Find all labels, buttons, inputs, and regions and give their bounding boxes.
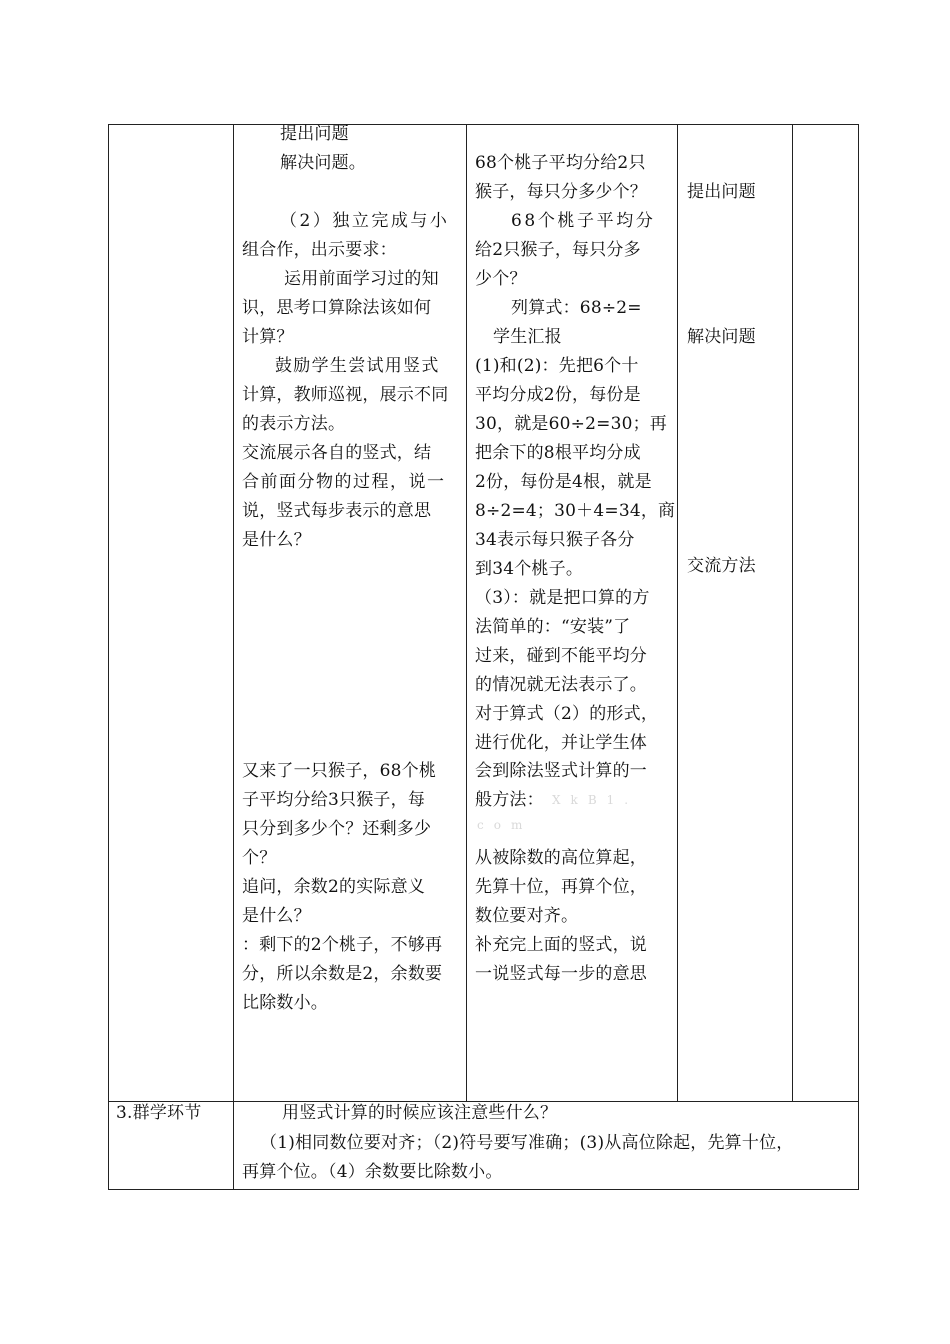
column-divider-4 — [792, 124, 793, 1102]
col-b-line: 30，就是60÷2=30；再 — [475, 414, 667, 434]
col-a-line: 计算？ — [242, 327, 294, 347]
col-a-line: 子平均分给3只猴子，每 — [242, 790, 426, 810]
table-border-left — [108, 124, 109, 1190]
column-divider-1 — [233, 124, 234, 1190]
col-b-line: 68个桃子平均分给2只 — [475, 153, 646, 173]
col-b-line: 般方法： — [475, 790, 544, 810]
col-a-line: 解决问题。 — [280, 153, 366, 173]
section-text-line: 再算个位。（4）余数要比除数小。 — [242, 1162, 503, 1182]
col-a-line: 识，思考口算除法该如何 — [242, 298, 432, 318]
col-b-line: 先算十位，再算个位， — [475, 877, 647, 897]
col-a-line: 运用前面学习过的知 — [284, 269, 439, 289]
col-a-line: 鼓励学生尝试用竖式 — [275, 356, 440, 376]
table-border-bottom — [108, 1189, 859, 1190]
table-border-top — [108, 124, 859, 125]
col-a-line: 追问，余数2的实际意义 — [242, 877, 426, 897]
col-c-line: 交流方法 — [687, 556, 756, 576]
col-a-line: 组合作，出示要求： — [242, 240, 397, 260]
col-a-line: 又来了一只猴子，68个桃 — [242, 761, 437, 781]
col-b-line: 法简单的：“安装”了 — [475, 617, 631, 637]
section-label: 3.群学环节 — [116, 1103, 202, 1123]
col-a-line: 提出问题 — [280, 124, 349, 144]
col-b-line: 过来，碰到不能平均分 — [475, 646, 647, 666]
col-b-line: 一说竖式每一步的意思 — [475, 964, 647, 984]
col-a-line: 合前面分物的过程，说一 — [242, 472, 446, 492]
col-c-line: 提出问题 — [687, 182, 756, 202]
col-b-line: 的情况就无法表示了。 — [475, 675, 647, 695]
section-text-line: （1)相同数位要对齐；（2)符号要写准确；(3)从高位除起，先算十位， — [260, 1133, 794, 1153]
col-b-line: 列算式：68÷2= — [511, 298, 642, 318]
col-b-line: 给2只猴子，每只分多 — [475, 240, 641, 260]
col-a-line: 分，所以余数是2，余数要 — [242, 964, 443, 984]
col-b-line: 会到除法竖式计算的一 — [475, 761, 647, 781]
col-a-line: 的表示方法。 — [242, 414, 346, 434]
col-b-line: 2份，每份是4根，就是 — [475, 472, 652, 492]
table-border-right — [858, 124, 859, 1190]
col-b-line: 68个桃子平均分 — [511, 211, 656, 231]
col-b-line: 到34个桃子。 — [475, 559, 584, 579]
col-b-line: 对于算式（2）的形式， — [475, 704, 659, 724]
col-b-line: 少个？ — [475, 269, 527, 289]
col-a-line: 比除数小。 — [242, 993, 328, 1013]
col-a-line: 是什么？ — [242, 906, 311, 926]
col-a-line: 是什么？ — [242, 530, 311, 550]
col-b-line: 数位要对齐。 — [475, 906, 579, 926]
col-b-line: 补充完上面的竖式，说 — [475, 935, 647, 955]
col-a-line: ：剩下的2个桃子，不够再 — [242, 935, 443, 955]
col-b-line: 平均分成2份，每份是 — [475, 385, 641, 405]
col-b-line: 进行优化，并让学生体 — [475, 733, 647, 753]
col-c-line: 解决问题 — [687, 327, 756, 347]
col-b-line: 34表示每只猴子各分 — [475, 530, 635, 550]
col-b-line: 从被除数的高位算起， — [475, 848, 647, 868]
column-divider-3 — [677, 124, 678, 1102]
watermark-text: XkB1. — [552, 793, 639, 807]
watermark-text: com — [477, 818, 533, 832]
col-b-line: （3）：就是把口算的方 — [475, 588, 650, 608]
col-b-line: (1)和(2)：先把6个十 — [475, 356, 639, 376]
col-a-line: 个？ — [242, 848, 277, 868]
section-text-line: 用竖式计算的时候应该注意些什么？ — [282, 1103, 558, 1123]
col-b-line: 把余下的8根平均分成 — [475, 443, 641, 463]
col-b-line: 8÷2=4；30＋4=34，商 — [475, 501, 676, 521]
col-a-line: 计算，教师巡视，展示不同 — [242, 385, 449, 405]
column-divider-2 — [466, 124, 467, 1102]
col-a-line: 说，竖式每步表示的意思 — [242, 501, 432, 521]
col-b-line: 猴子，每只分多少个？ — [475, 182, 647, 202]
col-a-line: 交流展示各自的竖式，结 — [242, 443, 432, 463]
col-a-line: （2）独立完成与小 — [280, 211, 450, 231]
col-a-line: 只分到多少个？还剩多少 — [242, 819, 432, 839]
col-b-line: 学生汇报 — [493, 327, 562, 347]
